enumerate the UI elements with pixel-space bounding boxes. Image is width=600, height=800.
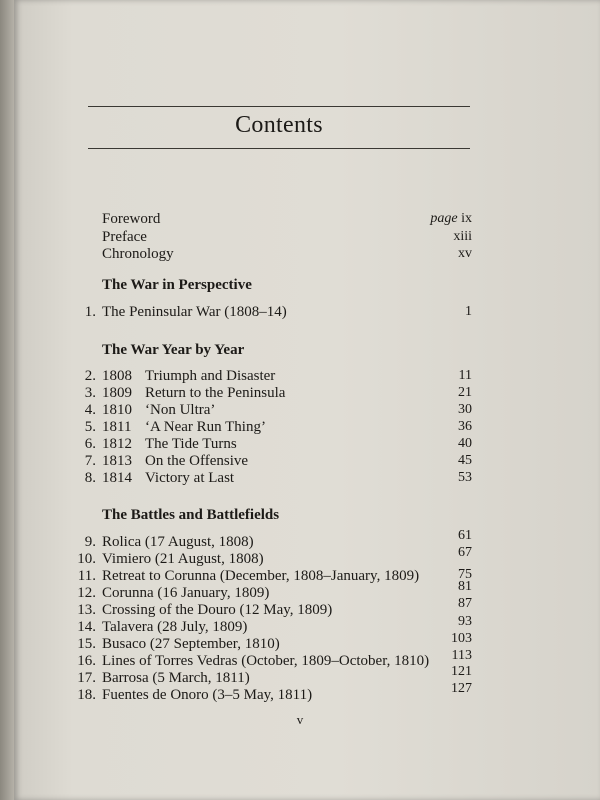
entry-label: Triumph and Disaster xyxy=(145,368,276,384)
entry-number: 18. xyxy=(77,687,96,703)
section-heading: The Battles and Battlefields xyxy=(102,507,280,523)
entry-label: Retreat to Corunna (December, 1808–January, 1809) xyxy=(102,568,420,584)
entry-number: 13. xyxy=(77,602,96,618)
entry-number: 15. xyxy=(77,636,96,652)
entry-label: Busaco (27 September, 1810) xyxy=(102,636,280,652)
entry-page: 103 xyxy=(451,631,472,646)
entry-page: 21 xyxy=(458,385,472,400)
entry-label: Barrosa (5 March, 1811) xyxy=(102,670,250,686)
toc-entry[interactable] xyxy=(0,567,600,585)
title-rule-bottom xyxy=(88,148,470,149)
toc-entry-chronology[interactable] xyxy=(0,245,600,263)
entry-number: 10. xyxy=(77,551,96,567)
entry-number: 17. xyxy=(77,670,96,686)
toc-entry[interactable] xyxy=(0,664,600,687)
toc-entry[interactable] xyxy=(0,435,600,453)
entry-page: 67 xyxy=(458,545,472,560)
toc-entry[interactable] xyxy=(0,528,600,551)
toc-entry[interactable] xyxy=(0,367,600,385)
toc-entry[interactable] xyxy=(0,452,600,470)
page-title: Contents xyxy=(235,112,323,138)
entry-year: 1814 xyxy=(102,470,132,486)
toc-entry-foreword[interactable] xyxy=(0,210,600,228)
entry-page: 127 xyxy=(451,681,472,696)
entry-number: 2. xyxy=(84,368,96,384)
toc-entry[interactable] xyxy=(0,596,600,619)
entry-page: 1 xyxy=(465,304,472,319)
toc-entry[interactable] xyxy=(0,469,600,487)
entry-page: 36 xyxy=(458,419,472,434)
toc-entry[interactable] xyxy=(0,614,600,636)
entry-label: Victory at Last xyxy=(145,470,235,486)
toc-entry[interactable] xyxy=(0,579,600,602)
entry-label: ‘A Near Run Thing’ xyxy=(145,419,266,435)
page-prefix: page xyxy=(430,211,458,226)
entry-number: 1. xyxy=(84,304,96,320)
entry-label: The Peninsular War (1808–14) xyxy=(102,304,287,320)
entry-year: 1811 xyxy=(102,419,132,435)
toc-entry[interactable] xyxy=(0,631,600,653)
section-heading: The War Year by Year xyxy=(102,342,245,358)
entry-number: 4. xyxy=(84,402,96,418)
entry-page: 75 xyxy=(458,567,472,582)
entry-number: 14. xyxy=(77,619,96,635)
entry-number: 8. xyxy=(84,470,96,486)
toc-entry[interactable] xyxy=(0,545,600,568)
entry-label: Return to the Peninsula xyxy=(145,385,286,401)
title-rule-top xyxy=(88,106,470,107)
toc-entry[interactable] xyxy=(0,418,600,436)
entry-page: 121 xyxy=(451,664,472,679)
entry-label: Lines of Torres Vedras (October, 1809–October, 1810) xyxy=(102,653,430,669)
entry-label: On the Offensive xyxy=(145,453,249,469)
entry-page: xv xyxy=(458,246,472,261)
toc-entry[interactable] xyxy=(0,681,600,704)
entry-label: Rolica (17 August, 1808) xyxy=(102,534,254,550)
toc-entry[interactable] xyxy=(0,401,600,419)
entry-number: 11. xyxy=(77,568,96,584)
entry-year: 1810 xyxy=(102,402,132,418)
entry-page: 30 xyxy=(458,402,472,417)
entry-label: Vimiero (21 August, 1808) xyxy=(102,551,264,567)
entry-label: Fuentes de Onoro (3–5 May, 1811) xyxy=(102,687,313,703)
entry-page: 113 xyxy=(451,648,472,663)
entry-number: 9. xyxy=(84,534,96,550)
entry-label: Corunna (16 January, 1809) xyxy=(102,585,270,601)
entry-number: 7. xyxy=(84,453,96,469)
entry-number: 12. xyxy=(77,585,96,601)
entry-year: 1812 xyxy=(102,436,132,452)
toc-entry[interactable] xyxy=(0,648,600,670)
entry-year: 1809 xyxy=(102,385,132,401)
entry-number: 16. xyxy=(77,653,96,669)
entry-page: 61 xyxy=(458,528,472,543)
entry-page: 81 xyxy=(458,579,472,594)
entry-label: Chronology xyxy=(102,246,174,262)
toc-entry-preface[interactable] xyxy=(0,228,600,246)
entry-label: Crossing of the Douro (12 May, 1809) xyxy=(102,602,333,618)
folio-page-number: v xyxy=(296,712,304,727)
entry-year: 1808 xyxy=(102,368,132,384)
toc-entry[interactable] xyxy=(0,303,600,321)
entry-number: 5. xyxy=(84,419,96,435)
entry-page: xiii xyxy=(453,229,472,244)
entry-year: 1813 xyxy=(102,453,132,469)
entry-number: 3. xyxy=(84,385,96,401)
entry-label: ‘Non Ultra’ xyxy=(145,402,216,418)
entry-label: The Tide Turns xyxy=(145,436,237,452)
entry-number: 6. xyxy=(84,436,96,452)
entry-page: 45 xyxy=(458,453,472,468)
entry-page: 53 xyxy=(458,470,472,485)
entry-page: 40 xyxy=(458,436,472,451)
entry-page: 87 xyxy=(458,596,472,611)
entry-label: Talavera (28 July, 1809) xyxy=(102,619,248,635)
entry-label: Foreword xyxy=(102,211,161,227)
entry-label: Preface xyxy=(102,229,147,245)
entry-page xyxy=(430,210,472,228)
entry-page: 11 xyxy=(458,368,472,383)
section-heading: The War in Perspective xyxy=(102,277,252,293)
entry-page: 93 xyxy=(458,614,472,629)
toc-entry[interactable] xyxy=(0,384,600,402)
page-number: ix xyxy=(461,211,472,226)
